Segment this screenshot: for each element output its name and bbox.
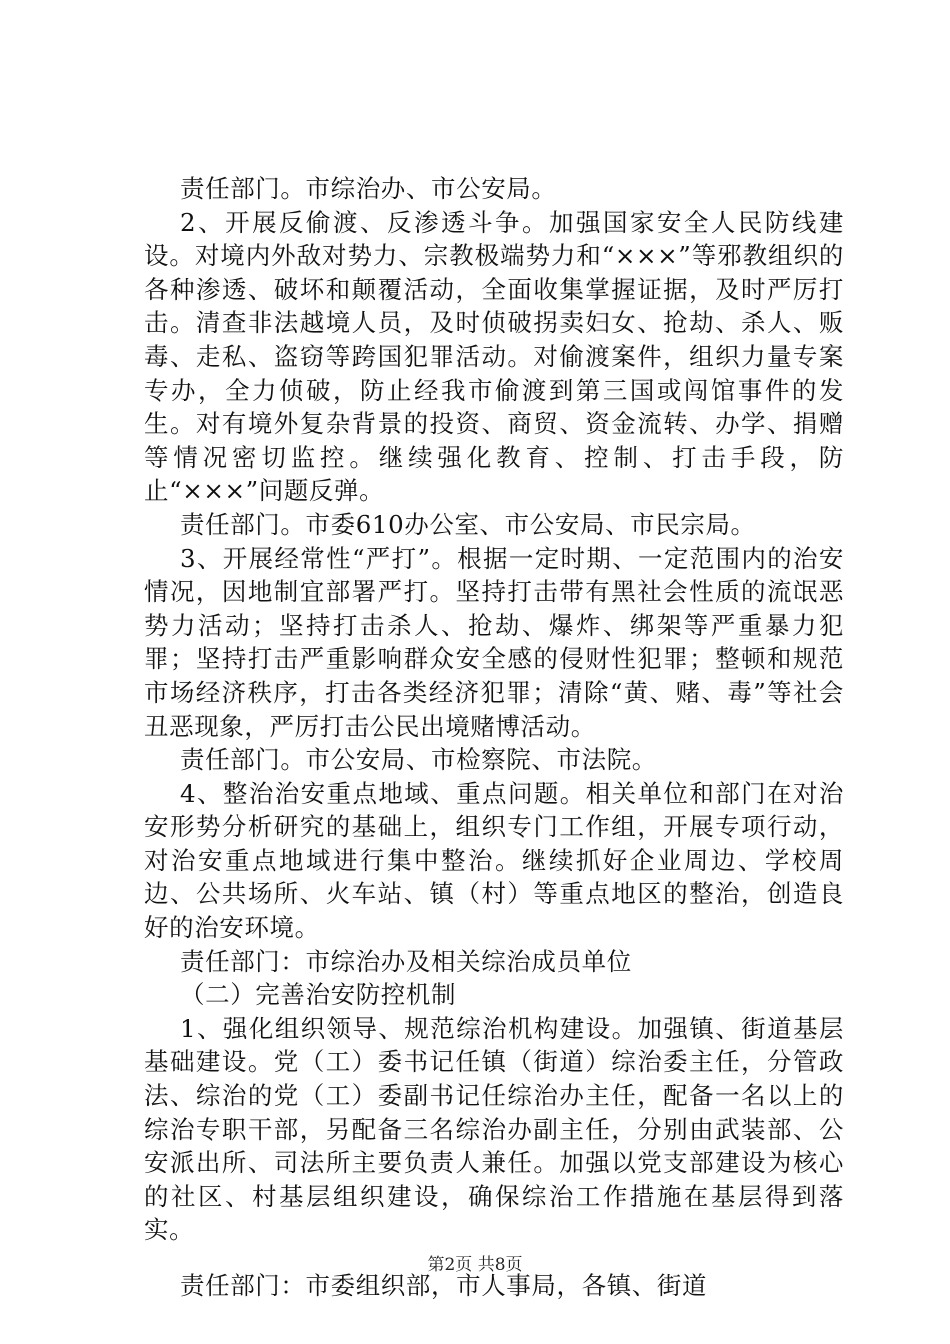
item-2-paragraph: 2、开展反偷渡、反渗透斗争。加强国家安全人民防线建设。对境内外敌对势力、宗教极端势力和“×××”等邪教组织的各种渗透、破坏和颠覆活动，全面收集掌握证据，及时严厉打击。清查非法越境人员，及时侦破拐卖妇女、抢劫、杀人、贩毒、走私、盗窃等跨国犯罪活动。对偷渡案件，组织力量专案专办，全力侦破，防止经我市偷渡到第三国或闯馆事件的发生。对有境外复杂背景的投资、商贸、资金流转、办学、捐赠等情况密切监控。继续强化教育、控制、打击手段，防止“×××”问题反弹。 bbox=[144, 207, 844, 506]
responsibility-line: 责任部门。市委610办公室、市公安局、市民宗局。 bbox=[180, 509, 756, 539]
responsibility-line: 责任部门。市公安局、市检察院、市法院。 bbox=[180, 745, 657, 775]
item-1-paragraph: 1、强化组织领导、规范综治机构建设。加强镇、街道基层基础建设。党（工）委书记任镇（街道）综治委主任，分管政法、综治的党（工）委副书记任综治办主任，配备一名以上的综治专职干部，另配备三名综治办副主任，分别由武装部、公安派出所、司法所主要负责人兼任。加强以党支部建设为核心的社区、村基层组织建设，确保综治工作措施在基层得到落实。 bbox=[144, 1013, 844, 1245]
section-heading: （二）完善治安防控机制 bbox=[180, 980, 457, 1010]
item-3-paragraph: 3、开展经常性“严打”。根据一定时期、一定范围内的治安情况，因地制宜部署严打。坚持打击带有黑社会性质的流氓恶势力活动；坚持打击杀人、抢劫、爆炸、绑架等严重暴力犯罪；坚持打击严重影响群众安全感的侵财性犯罪；整顿和规范市场经济秩序，打击各类经济犯罪；清除“黄、赌、毒”等社会丑恶现象，严厉打击公民出境赌博活动。 bbox=[144, 543, 844, 741]
document-body bbox=[144, 172, 844, 1303]
item-4-paragraph: 4、整治治安重点地域、重点问题。相关单位和部门在对治安形势分析研究的基础上，组织专门工作组，开展专项行动，对治安重点地域进行集中整治。继续抓好企业周边、学校周边、公共场所、火车站、镇（村）等重点地区的整治，创造良好的治安环境。 bbox=[144, 778, 844, 943]
page-number-footer: 第2页 共8页 bbox=[427, 1255, 523, 1275]
responsibility-line: 责任部门：市综治办及相关综治成员单位 bbox=[180, 946, 632, 976]
responsibility-line: 责任部门：市委组织部，市人事局，各镇、街道 bbox=[180, 1271, 708, 1300]
responsibility-line: 责任部门。市综治办、市公安局。 bbox=[180, 174, 557, 203]
